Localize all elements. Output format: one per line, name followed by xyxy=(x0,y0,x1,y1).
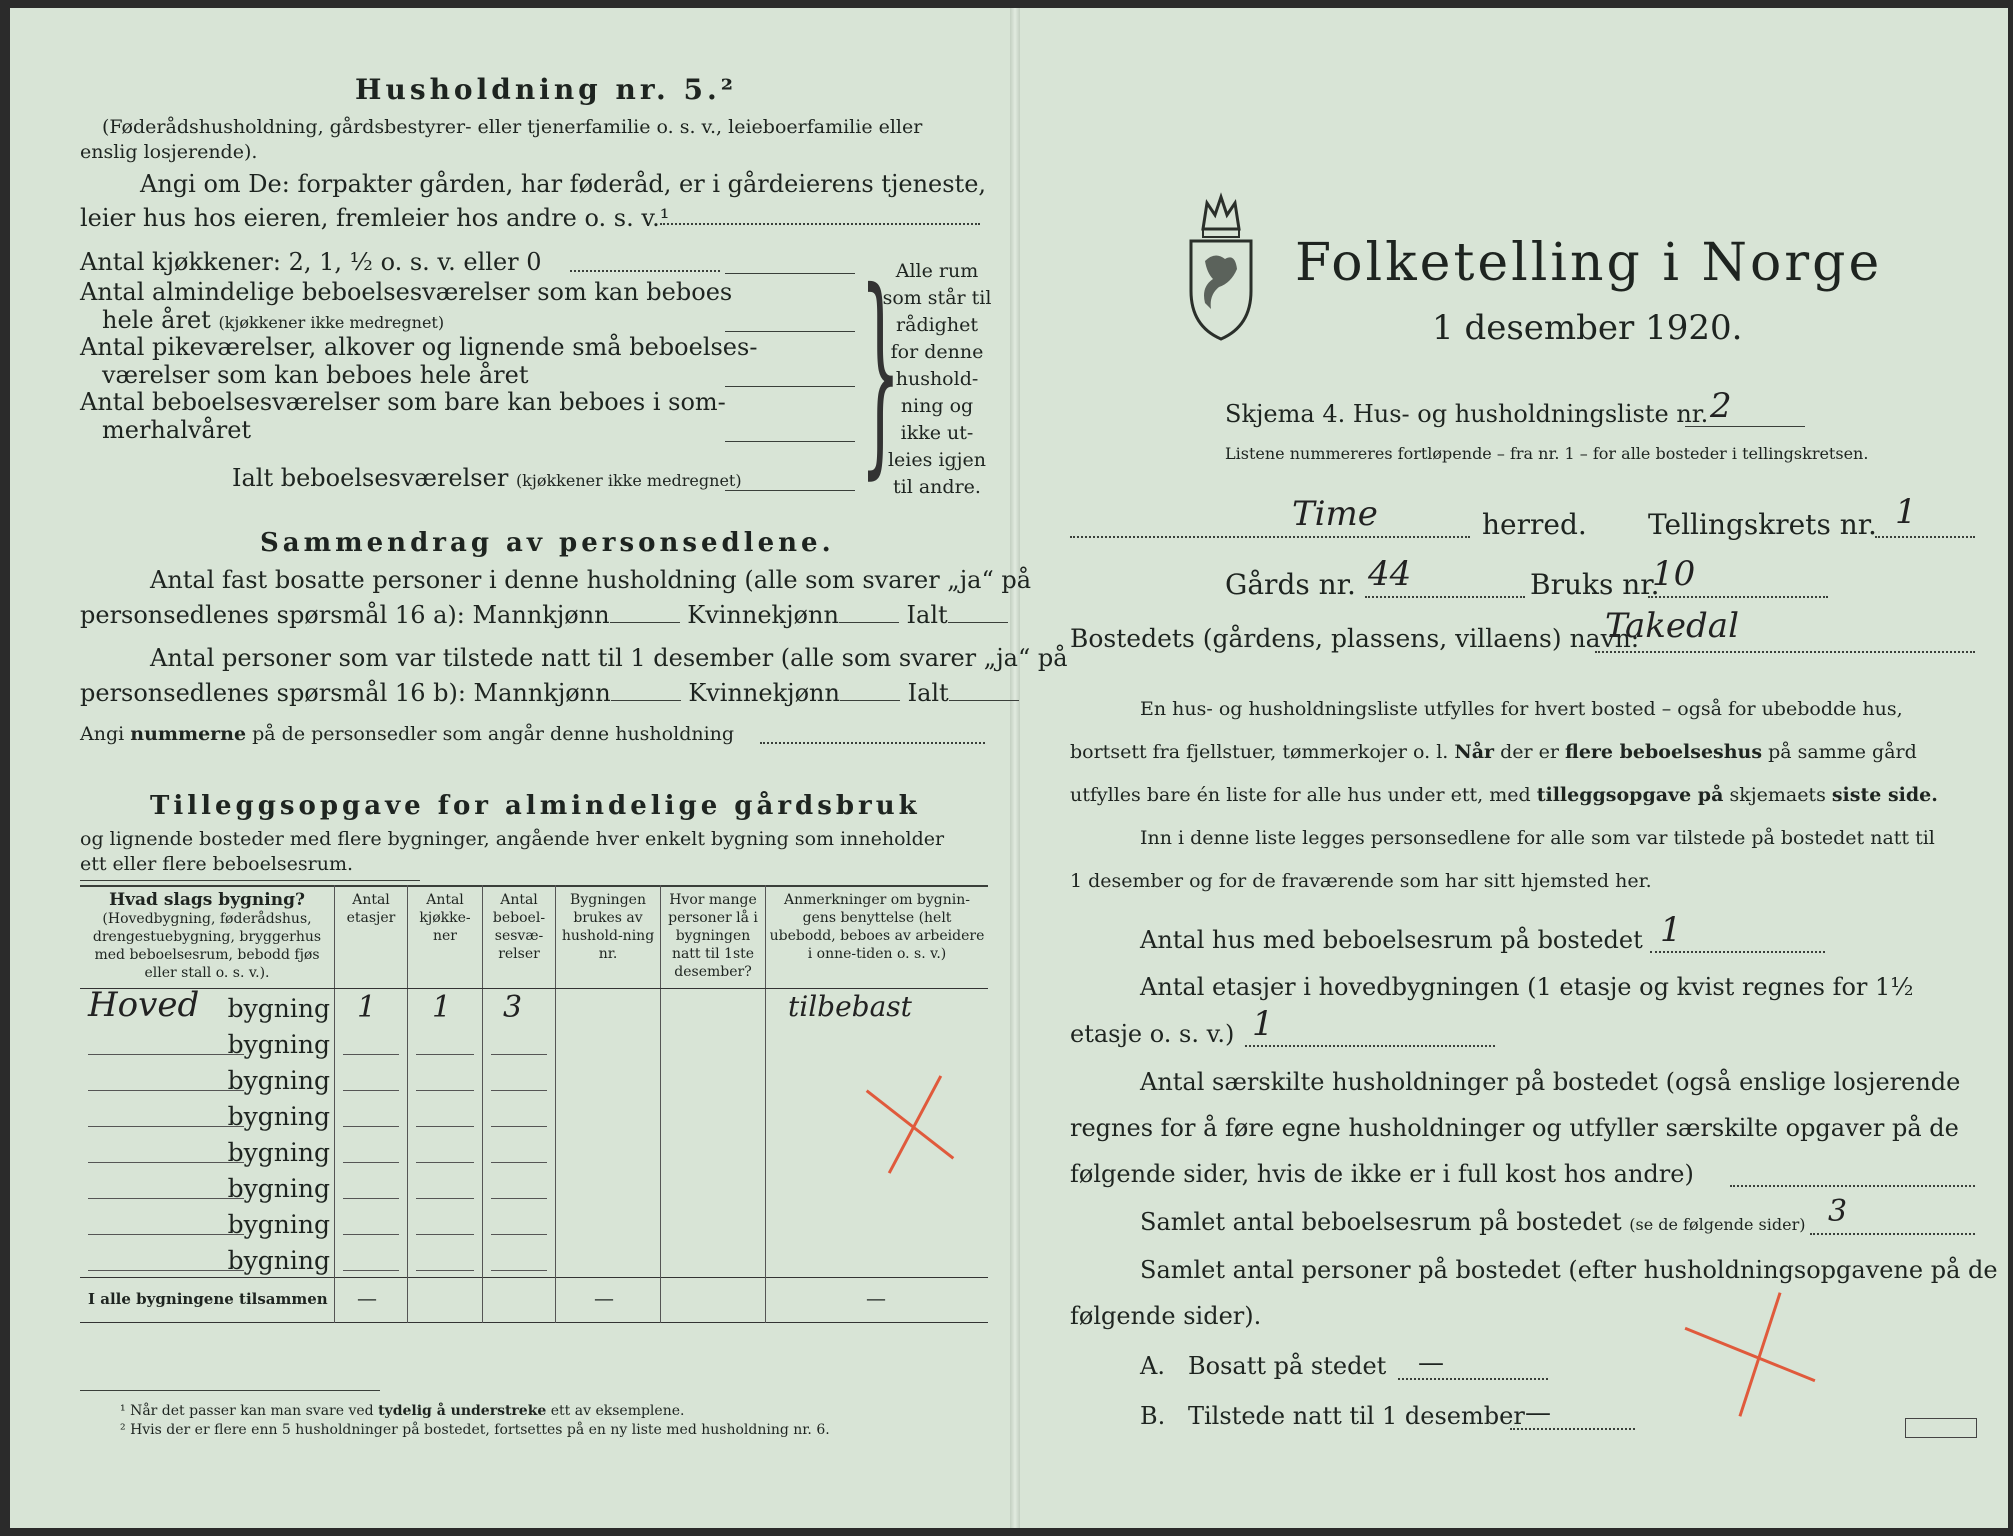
footnote-1: ¹ Når det passer kan man svare ved tydelig å understreke ett av eksemplene. xyxy=(120,1403,685,1419)
bygning-label: bygning xyxy=(227,1102,330,1131)
table-row xyxy=(80,1061,988,1097)
para2-line1: Inn i denne liste legges personsedlene for alle som var tilstede på bostedet natt til xyxy=(1140,827,1935,849)
bygning-label: bygning xyxy=(227,1030,330,1059)
kjokkener-dots xyxy=(570,270,720,272)
som-line2: merhalvåret xyxy=(102,416,252,444)
sers-line2: regnes for å føre egne husholdninger og utfyller særskilte opgaver på de xyxy=(1070,1114,1959,1142)
listene-note: Listene nummereres fortløpende – fra nr. 1 – for alle bosteder i tellingskretsen. xyxy=(1225,444,1869,463)
kjokkener-cell[interactable] xyxy=(408,1169,483,1205)
subtitle-line1: (Føderådshusholdning, gårdsbestyrer- eller tjenerfamilie o. s. v., leieboerfamilie eller xyxy=(102,116,923,138)
bygning-label: bygning xyxy=(227,994,330,1023)
herred-label: herred. xyxy=(1482,508,1587,541)
husholdning-cell[interactable] xyxy=(556,1061,661,1097)
samlet-rum-line[interactable] xyxy=(1810,1233,1975,1235)
tillegg-title: Tilleggsopgave for almindelige gårdsbruk xyxy=(150,791,921,821)
bygning-cell[interactable] xyxy=(80,1241,335,1278)
tillegg-line1: og lignende bosteder med flere bygninger, angående hver enkelt bygning som inneholder xyxy=(80,828,945,850)
coat-of-arms-icon xyxy=(1185,191,1257,341)
etasjer-cell[interactable] xyxy=(335,989,408,1026)
etasjer-line2: etasje o. s. v.) xyxy=(1070,1020,1235,1048)
sum-label: I alle bygningene tilsammen xyxy=(88,1290,328,1308)
kjokkener-cell[interactable] xyxy=(408,1133,483,1169)
right-page xyxy=(1020,8,2008,1528)
col-bygning-header: Hvad slags bygning? (Hovedbygning, føderådshus, drengestuebygning, bryggerhus med beboelsesrum, bebodd fjøs eller stall o. s. v.). xyxy=(80,885,335,989)
rom-cell[interactable] xyxy=(483,989,556,1026)
anmerkninger-cell[interactable] xyxy=(766,1205,989,1241)
para1-line3: utfylles bare én liste for alle hus under ett, med tilleggsopgave på skjemaets siste side. xyxy=(1070,784,1938,806)
census-date: 1 desember 1920. xyxy=(1432,308,1743,348)
sum-personer[interactable] xyxy=(661,1278,766,1323)
bygning-cell[interactable] xyxy=(80,1097,335,1133)
etasjer-cell[interactable] xyxy=(335,1133,408,1169)
etasjer-cell[interactable] xyxy=(335,1169,408,1205)
kjokkener-cell[interactable] xyxy=(408,1061,483,1097)
col-personer-header: Hvor mange personer lå i bygningen natt til 1ste desember? xyxy=(661,885,766,989)
personer-cell[interactable] xyxy=(661,1061,766,1097)
col-rom-header: Antal beboel-sesvæ-relser xyxy=(483,885,556,989)
a-marker: A. xyxy=(1140,1352,1165,1380)
personer-cell[interactable] xyxy=(661,1133,766,1169)
herred-line[interactable] xyxy=(1070,536,1470,538)
bosted-label: Bostedets (gårdens, plassens, villaens) navn: xyxy=(1070,624,1640,653)
husholdning-cell[interactable] xyxy=(556,1097,661,1133)
pike-answer-line[interactable] xyxy=(725,386,855,387)
samlet-rum-value: 3 xyxy=(1828,1194,1848,1229)
col-kjokkener-header: Antal kjøkke-ner xyxy=(408,885,483,989)
bygning-cell[interactable] xyxy=(80,1061,335,1097)
brace-note: Alle rum som står til rådighet for denne hushold- ning og ikke ut- leies igjen til andre. xyxy=(882,260,992,498)
red-cross-stroke xyxy=(1738,1292,1781,1417)
pike-line1: Antal pikeværelser, alkover og lignende små beboelses- xyxy=(80,333,758,361)
tillegg-underline xyxy=(80,880,420,881)
sum-rom[interactable] xyxy=(483,1278,556,1323)
anmerkninger-cell[interactable] xyxy=(766,1061,989,1097)
husholdning-title: Husholdning nr. 5.² xyxy=(355,73,738,106)
etasjer-cell[interactable] xyxy=(335,1061,408,1097)
rom-cell[interactable] xyxy=(483,1241,556,1278)
table-row xyxy=(80,989,988,1026)
angi-nummerne: Angi nummerne på de personsedler som angår denne husholdning xyxy=(80,723,735,745)
sum-husholdning[interactable]: — xyxy=(556,1278,661,1323)
sum-etasjer[interactable]: — xyxy=(335,1278,408,1323)
table-row xyxy=(80,1097,988,1133)
bygning-cell[interactable] xyxy=(80,1025,335,1061)
a-label: Bosatt på stedet xyxy=(1188,1352,1387,1380)
page-fold xyxy=(1010,8,1020,1528)
bruks-label: Bruks nr. xyxy=(1530,568,1660,601)
main-title: Folketelling i Norge xyxy=(1295,233,1883,293)
angi-dots xyxy=(660,223,980,225)
alm-line1: Antal almindelige beboelsesværelser som kan beboes xyxy=(80,278,733,306)
husholdning-cell[interactable] xyxy=(556,989,661,1026)
a-value: — xyxy=(1418,1348,1444,1378)
samlet-pers-line2: følgende sider). xyxy=(1070,1302,1262,1330)
printer-stamp xyxy=(1905,1418,1977,1438)
rom-value: 3 xyxy=(503,990,523,1025)
kjokkener-value: 1 xyxy=(432,990,452,1025)
kjokkener-answer-line[interactable] xyxy=(725,273,855,274)
bygning-label: bygning xyxy=(227,1138,330,1167)
tilst-line2: personsedlenes spørsmål 16 b): Mannkjønn Kvinnekjønn Ialt xyxy=(80,679,1019,707)
ialt-answer-line[interactable] xyxy=(725,490,855,491)
hus-line[interactable] xyxy=(1650,951,1825,953)
sum-kjokkener[interactable] xyxy=(408,1278,483,1323)
husholdning-cell[interactable] xyxy=(556,1241,661,1278)
kjokkener-cell[interactable] xyxy=(408,989,483,1026)
rom-cell[interactable] xyxy=(483,1025,556,1061)
bosted-line[interactable] xyxy=(1595,651,1975,653)
col-etasjer-header: Antal etasjer xyxy=(335,885,408,989)
tellingskrets-label: Tellingskrets nr. xyxy=(1648,508,1877,541)
bygning-cell[interactable] xyxy=(80,985,335,1026)
table-row xyxy=(80,1025,988,1061)
sers-line3: følgende sider, hvis de ikke er i full kost hos andre) xyxy=(1070,1160,1694,1188)
bygning-label: bygning xyxy=(227,1174,330,1203)
rom-cell[interactable] xyxy=(483,1097,556,1133)
etasjer-value: 1 xyxy=(357,990,377,1025)
husholdning-cell[interactable] xyxy=(556,1205,661,1241)
sum-row xyxy=(80,1278,988,1323)
table-row xyxy=(80,1133,988,1169)
census-sheet xyxy=(10,8,2008,1528)
gards-label: Gårds nr. xyxy=(1225,568,1356,601)
gards-value: 44 xyxy=(1368,554,1412,594)
som-line1: Antal beboelsesværelser som bare kan beboes i som- xyxy=(80,388,726,416)
skjema-label: Skjema 4. Hus- og husholdningsliste nr. xyxy=(1225,400,1709,428)
para1-line2: bortsett fra fjellstuer, tømmerkojer o. l. Når der er flere beboelseshus på samme gård xyxy=(1070,741,1917,763)
bygning-label: bygning xyxy=(227,1210,330,1239)
rom-cell[interactable] xyxy=(483,1169,556,1205)
bruks-value: 10 xyxy=(1652,554,1696,594)
b-label: Tilstede natt til 1 desember xyxy=(1188,1402,1525,1430)
brace: } xyxy=(860,249,901,501)
anmerkninger-cell[interactable] xyxy=(766,1133,989,1169)
footnote-rule xyxy=(80,1390,380,1391)
alm-line2: hele året (kjøkkener ikke medregnet) xyxy=(102,306,445,334)
personer-cell[interactable] xyxy=(661,1097,766,1133)
red-cross-stroke xyxy=(1685,1327,1816,1382)
ialt-label: Ialt beboelsesværelser (kjøkkener ikke medregnet) xyxy=(232,464,742,492)
etasjer-line[interactable] xyxy=(1245,1045,1495,1047)
a-line[interactable] xyxy=(1398,1378,1548,1380)
anmerkninger-cell[interactable] xyxy=(766,1169,989,1205)
personer-cell[interactable] xyxy=(661,1169,766,1205)
para1-line1: En hus- og husholdningsliste utfylles for hvert bosted – også for ubebodde hus, xyxy=(1140,698,1903,720)
angi-line2: leier hus hos eieren, fremleier hos andre o. s. v.¹ xyxy=(80,204,670,232)
tillegg-line2: ett eller flere beboelsesrum. xyxy=(80,853,354,875)
etasjer-line1: Antal etasjer i hovedbygningen (1 etasje og kvist regnes for 1½ xyxy=(1140,973,1914,1001)
hus-value: 1 xyxy=(1660,910,1682,950)
kjokkener-cell[interactable] xyxy=(408,1241,483,1278)
tellingskrets-line[interactable] xyxy=(1875,536,1975,538)
personer-cell[interactable] xyxy=(661,1205,766,1241)
sers-line[interactable] xyxy=(1730,1185,1975,1187)
husholdning-cell[interactable] xyxy=(556,1169,661,1205)
bygning-cell[interactable] xyxy=(80,1205,335,1241)
herred-value: Time xyxy=(1292,494,1378,534)
personer-cell[interactable] xyxy=(661,1241,766,1278)
bygning-label: bygning xyxy=(227,1066,330,1095)
fast-line2: personsedlenes spørsmål 16 a): Mannkjønn Kvinnekjønn Ialt xyxy=(80,601,1008,629)
bosted-value: Takedal xyxy=(1605,606,1739,646)
angi-line1: Angi om De: forpakter gården, har føderåd, er i gårdeierens tjeneste, xyxy=(140,170,987,198)
b-line[interactable] xyxy=(1510,1428,1635,1430)
etasjer-cell[interactable] xyxy=(335,1025,408,1061)
tilst-line1: Antal personer som var tilstede natt til 1 desember (alle som svarer „ja“ på xyxy=(150,644,1068,672)
nummerne-dots[interactable] xyxy=(760,742,985,744)
etasjer-cell[interactable] xyxy=(335,1205,408,1241)
kjokkener-cell[interactable] xyxy=(408,1025,483,1061)
husholdning-cell[interactable] xyxy=(556,1025,661,1061)
tellingskrets-value: 1 xyxy=(1895,492,1917,532)
col-husholdning-header: Bygningen brukes av hushold-ning nr. xyxy=(556,885,661,989)
b-marker: B. xyxy=(1140,1402,1166,1430)
samlet-rum-label: Samlet antal beboelsesrum på bostedet (se de følgende sider) xyxy=(1140,1208,1806,1236)
rom-cell[interactable] xyxy=(483,1133,556,1169)
skjema-line[interactable] xyxy=(1685,426,1805,427)
anmerkninger-cell[interactable] xyxy=(766,989,989,1026)
sammendrag-title: Sammendrag av personsedlene. xyxy=(260,528,835,558)
para2-line2: 1 desember og for de fraværende som har sitt hjemsted her. xyxy=(1070,870,1652,892)
building-table xyxy=(80,885,988,1323)
sers-line1: Antal særskilte husholdninger på bostedet (også enslige losjerende xyxy=(1140,1068,1961,1096)
anmerkninger-value: tilbebast xyxy=(788,990,912,1023)
hus-label: Antal hus med beboelsesrum på bostedet xyxy=(1140,926,1643,954)
left-page xyxy=(10,8,1068,1528)
bygning-cell[interactable] xyxy=(80,1169,335,1205)
bruks-line[interactable] xyxy=(1648,596,1828,598)
col-anmerkninger-header: Anmerkninger om bygnin-gens benyttelse (helt ubebodd, beboes av arbeidere i onne-tiden o. s. v.) xyxy=(766,885,989,989)
gards-line[interactable] xyxy=(1365,596,1525,598)
pike-line2: værelser som kan beboes hele året xyxy=(102,361,529,389)
table-row xyxy=(80,1205,988,1241)
som-answer-line[interactable] xyxy=(725,441,855,442)
table-row xyxy=(80,1169,988,1205)
sum-anmerkninger[interactable]: — xyxy=(766,1278,989,1323)
footnote-2: ² Hvis der er flere enn 5 husholdninger på bostedet, fortsettes på en ny liste med husholdning nr. 6. xyxy=(120,1422,830,1438)
kjokkener-label: Antal kjøkkener: 2, 1, ½ o. s. v. eller 0 xyxy=(80,248,542,276)
personer-cell[interactable] xyxy=(661,989,766,1026)
etasjer-value: 1 xyxy=(1252,1004,1274,1044)
etasjer-cell[interactable] xyxy=(335,1241,408,1278)
b-value: — xyxy=(1525,1398,1551,1428)
husholdning-cell[interactable] xyxy=(556,1133,661,1169)
rom-cell[interactable] xyxy=(483,1205,556,1241)
etasjer-cell[interactable] xyxy=(335,1097,408,1133)
bygning-label: bygning xyxy=(227,1246,330,1275)
alm-answer-line[interactable] xyxy=(725,331,855,332)
anmerkninger-cell[interactable] xyxy=(766,1241,989,1278)
bygning-value: Hoved xyxy=(88,985,200,1025)
fast-line1: Antal fast bosatte personer i denne husholdning (alle som svarer „ja“ på xyxy=(150,566,1032,594)
kjokkener-cell[interactable] xyxy=(408,1205,483,1241)
table-row xyxy=(80,1241,988,1278)
samlet-pers-line1: Samlet antal personer på bostedet (efter husholdningsopgavene på de xyxy=(1140,1256,1998,1284)
kjokkener-cell[interactable] xyxy=(408,1097,483,1133)
rom-cell[interactable] xyxy=(483,1061,556,1097)
anmerkninger-cell[interactable] xyxy=(766,1097,989,1133)
subtitle-line2: enslig losjerende). xyxy=(80,141,258,163)
skjema-value: 2 xyxy=(1710,386,1732,426)
personer-cell[interactable] xyxy=(661,1025,766,1061)
anmerkninger-cell[interactable] xyxy=(766,1025,989,1061)
bygning-cell[interactable] xyxy=(80,1133,335,1169)
